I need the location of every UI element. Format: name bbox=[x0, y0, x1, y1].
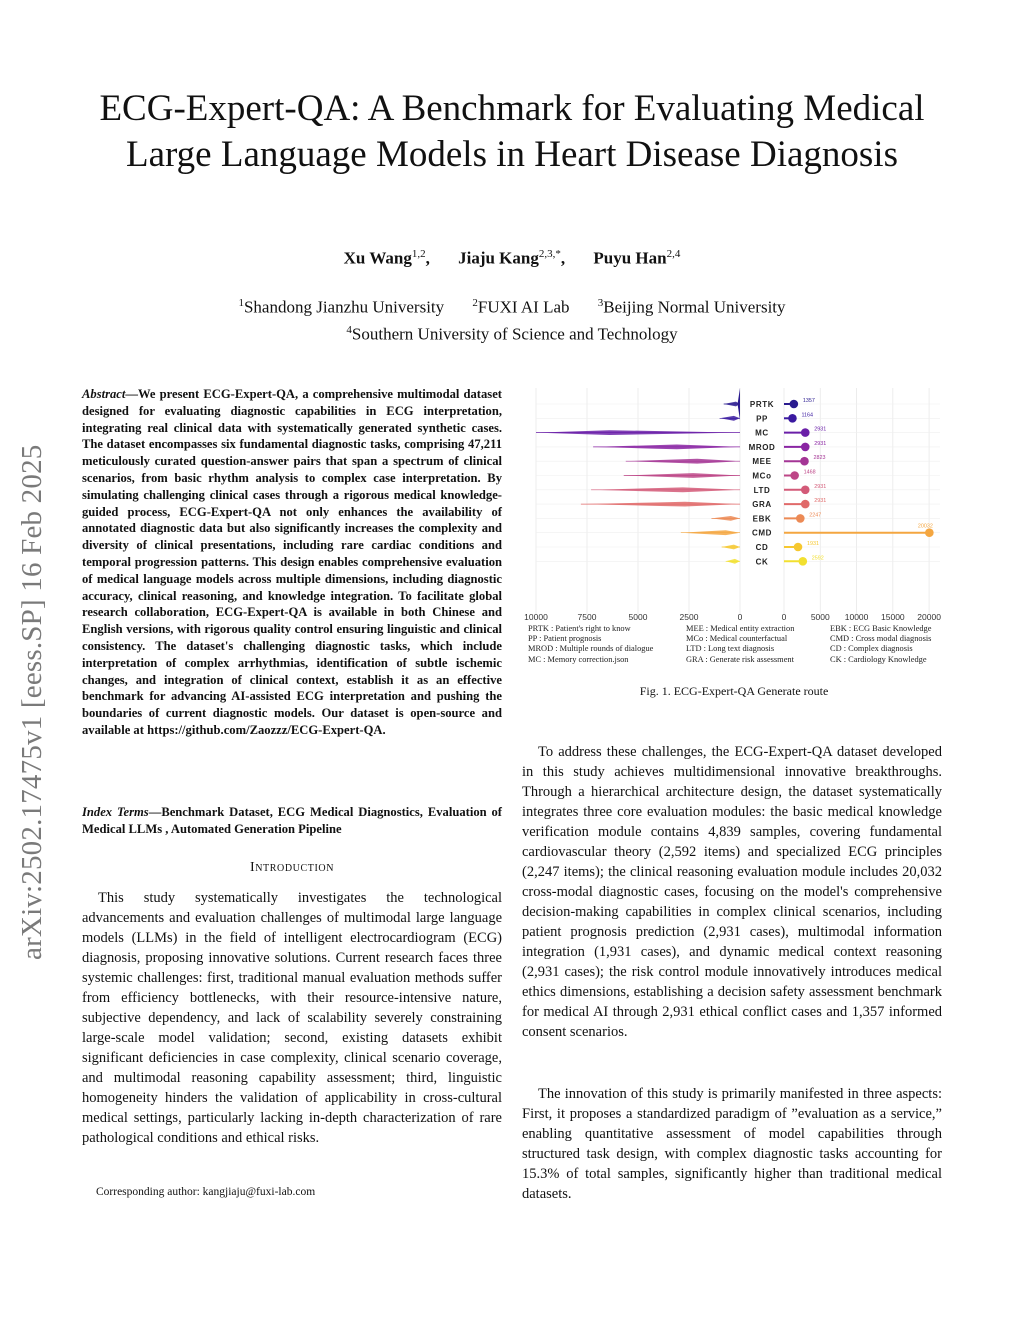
data-label: 1357 bbox=[802, 398, 815, 404]
category-label: LTD bbox=[753, 485, 771, 495]
body-paragraph: To address these challenges, the ECG-Expert-QA dataset developed in this study achieves multidimensional innovative breakthroughs. Through a hierarchical architecture design, the dataset systematically integrates three core evaluation modules: the basic medical knowledge verification module contains 4,839 samples, covering fundamental cardiovascular theory (2,592 items) and specialized ECG principles (2,247 items); the clinical reasoning evaluation module includes 20,032 cross-modal diagnostic cases, focusing on the model's comprehensive decision-making capabilities in complex clinical scenarios, including patient prognosis prediction (2,931 cases), multimodal information integration (1,931 cases), and dynamic medical context reasoning (2,931 cases); the risk control module innovatively introduces medical ethics dimensions, establishing a decision safety assessment benchmark for medical AI through 2,931 ethical conflict cases and 1,357 informed consent scenarios. bbox=[522, 744, 942, 1040]
paper-title: ECG-Expert-QA: A Benchmark for Evaluating Medical Large Language Models in Heart Disease Diagnosis bbox=[99, 88, 925, 175]
data-point bbox=[801, 500, 810, 509]
legend-entry: MEE : Medical entity extraction bbox=[686, 624, 795, 633]
x-tick-label: 2500 bbox=[679, 612, 699, 622]
data-point bbox=[790, 400, 799, 409]
x-tick-label: 5000 bbox=[628, 612, 648, 622]
legend-entry: PRTK : Patient's right to know bbox=[528, 624, 631, 633]
body-paragraph: The innovation of this study is primarily manifested in three aspects: First, it proposes a standardized paradigm of ”evaluation as a service,” enabling quantitative assessment of model capabilities through structured task design, with complex diagnostic tasks accounting for 15.3% of total samples, significantly higher than traditional medical datasets. bbox=[522, 1086, 942, 1202]
category-label: MCo bbox=[752, 471, 772, 481]
intro-paragraph: This study systematically investigates the technological advancements and evaluation challenges of multimodal large language models (LLMs) in the field of intelligent electrocardiogram (ECG) diagnosis, proposing innovative solutions. Current research faces three systemic challenges: first, traditional manual evaluation methods suffer from efficiency bottlenecks, with their resource-intensive nature, subjective dependency, and lack of scalability severely constraining large-scale model validation; second, existing datasets exhibit significant deficiencies in case complexity, clinical scenario coverage, and multimodal reasoning capability assessment; third, linguistic homogeneity hinders the validation of applicability in cross-cultural medical settings, particularly lacking in-depth characterization of rare pathological conditions and ethical risks. bbox=[82, 890, 502, 1146]
category-label: GRA bbox=[752, 500, 772, 510]
abstract-label: Abstract bbox=[82, 387, 126, 401]
author-list bbox=[60, 248, 964, 269]
x-tick-label: 0 bbox=[737, 612, 743, 622]
data-point bbox=[799, 557, 808, 566]
data-point bbox=[790, 471, 799, 480]
category-label: MEE bbox=[752, 457, 772, 467]
index-terms-label: Index Terms bbox=[82, 805, 149, 819]
x-tick-label: 7500 bbox=[577, 612, 597, 622]
legend-entry: CMD : Cross modal diagnosis bbox=[830, 634, 932, 644]
legend-entry: MC : Memory correction.json bbox=[528, 654, 629, 664]
data-point bbox=[796, 514, 805, 523]
author: Jiaju Kang$^{2,3,*}$, bbox=[458, 248, 566, 268]
legend-entry: LTD : Long text diagnosis bbox=[686, 644, 775, 654]
data-point bbox=[801, 443, 810, 452]
legend-entry: MCo : Medical counterfactual bbox=[686, 634, 788, 644]
x-tick-label: 0 bbox=[781, 612, 787, 622]
category-label: MC bbox=[755, 428, 769, 438]
author: Puyu Han$^{2,4}$ bbox=[593, 248, 681, 268]
x-tick-label: 10000 bbox=[844, 612, 869, 622]
data-point bbox=[788, 414, 797, 423]
legend-entry: CK : Cardiology Knowledge bbox=[830, 654, 927, 664]
data-label: 1468 bbox=[803, 469, 816, 476]
category-label: CMD bbox=[751, 528, 773, 538]
category-label: MROD bbox=[748, 442, 776, 452]
index-terms bbox=[82, 804, 502, 838]
affiliation: $^1$Shandong Jianzhu University bbox=[238, 297, 445, 317]
author: Xu Wang$^{1,2}$, bbox=[343, 248, 430, 268]
abstract bbox=[82, 386, 502, 739]
data-label: 1931 bbox=[807, 541, 820, 547]
footnote: Corresponding author: kangjiaju@fuxi-lab.com bbox=[96, 1186, 316, 1198]
section-heading: Introduction bbox=[249, 860, 335, 875]
data-label: 2823 bbox=[813, 455, 826, 462]
legend-entry: GRA : Generate risk assessment bbox=[686, 654, 794, 664]
chart-grid bbox=[536, 388, 940, 614]
x-tick-label: 15000 bbox=[881, 612, 905, 622]
legend-entry: PP : Patient prognosis bbox=[528, 634, 602, 644]
data-label: 2247 bbox=[809, 512, 822, 519]
affiliation: $^3$Beijing Normal University bbox=[597, 297, 786, 317]
affiliation: $^2$FUXI AI Lab bbox=[472, 297, 570, 317]
category-label: CK bbox=[755, 557, 769, 567]
data-label: 2592 bbox=[811, 555, 824, 562]
data-label: 2931 bbox=[814, 426, 827, 433]
data-label: 2931 bbox=[814, 483, 827, 490]
data-label: 20032 bbox=[917, 523, 933, 530]
x-tick-label: 10000 bbox=[524, 612, 548, 622]
violin-spike bbox=[738, 388, 740, 420]
category-label: PRTK bbox=[749, 400, 775, 409]
chart-legend bbox=[528, 624, 948, 665]
legend-entry: EBK : ECG Basic Knowledge bbox=[830, 624, 932, 633]
data-point bbox=[794, 543, 803, 552]
data-point bbox=[801, 428, 810, 437]
category-label: PP bbox=[756, 414, 768, 424]
affiliations bbox=[60, 292, 964, 345]
x-tick-label: 5000 bbox=[810, 612, 830, 622]
category-label: EBK bbox=[752, 514, 772, 524]
data-label: 2931 bbox=[814, 498, 827, 505]
category-label: CD bbox=[755, 543, 769, 552]
legend-entry: MROD : Multiple rounds of dialogue bbox=[528, 644, 654, 654]
data-point bbox=[800, 457, 809, 466]
x-tick-label: 20000 bbox=[917, 612, 941, 622]
arxiv-identifier: arXiv:2502.17475v1 [eess.SP] 16 Feb 2025 bbox=[16, 444, 48, 960]
data-label: 1164 bbox=[801, 412, 814, 419]
data-point bbox=[801, 486, 810, 495]
data-label: 2931 bbox=[814, 440, 827, 447]
figure-caption: Fig. 1. ECG-Expert-QA Generate route bbox=[639, 684, 829, 698]
abstract-text: —We present ECG-Expert-QA, a comprehensive multimodal dataset designed for evaluating diagnostic capabilities in ECG interpretation, integrating real clinical data with systematically generated synthetic cases. The dataset encompasses six fundamental diagnostic tasks, comprising 47,211 meticulously curated question-answer pairs that span a spectrum of clinical scenarios, from basic rhythm analysis to complex case interpretation. By simulating challenging clinical cases through a rigorous medical knowledge-guided process, ECG-Expert-QA not only enhances the availability of annotated diagnostic data but also significantly increases the complexity and diversity of clinical presentations, including rare cardiac conditions and temporal progression patterns. This design enables comprehensive evaluation of medical language models across multiple dimensions, including diagnostic accuracy, clinical reasoning, and knowledge integration. To facilitate global research collaboration, ECG-Expert-QA is available in both Chinese and English versions, with rigorous quality control ensuring linguistic and clinical consistency. The dataset's challenging diagnostic tasks, which include interpretation of complex arrhythmias, identification of subtle ischemic changes, and integration of clinical context, establish it as an effective benchmark for advancing AI-assisted ECG interpretation and pushing the boundaries of current diagnostic models. Our dataset is open-source and available at https://github.com/Zaozzz/ECG-Expert-QA. bbox=[82, 387, 502, 737]
index-terms-text: —Benchmark Dataset, ECG Medical Diagnostics, Evaluation of Medical LLMs , Automated Generation Pipeline bbox=[82, 805, 503, 836]
affiliation: $^4$Southern University of Science and Technology bbox=[346, 323, 678, 344]
legend-entry: CD : Complex diagnosis bbox=[830, 644, 913, 654]
